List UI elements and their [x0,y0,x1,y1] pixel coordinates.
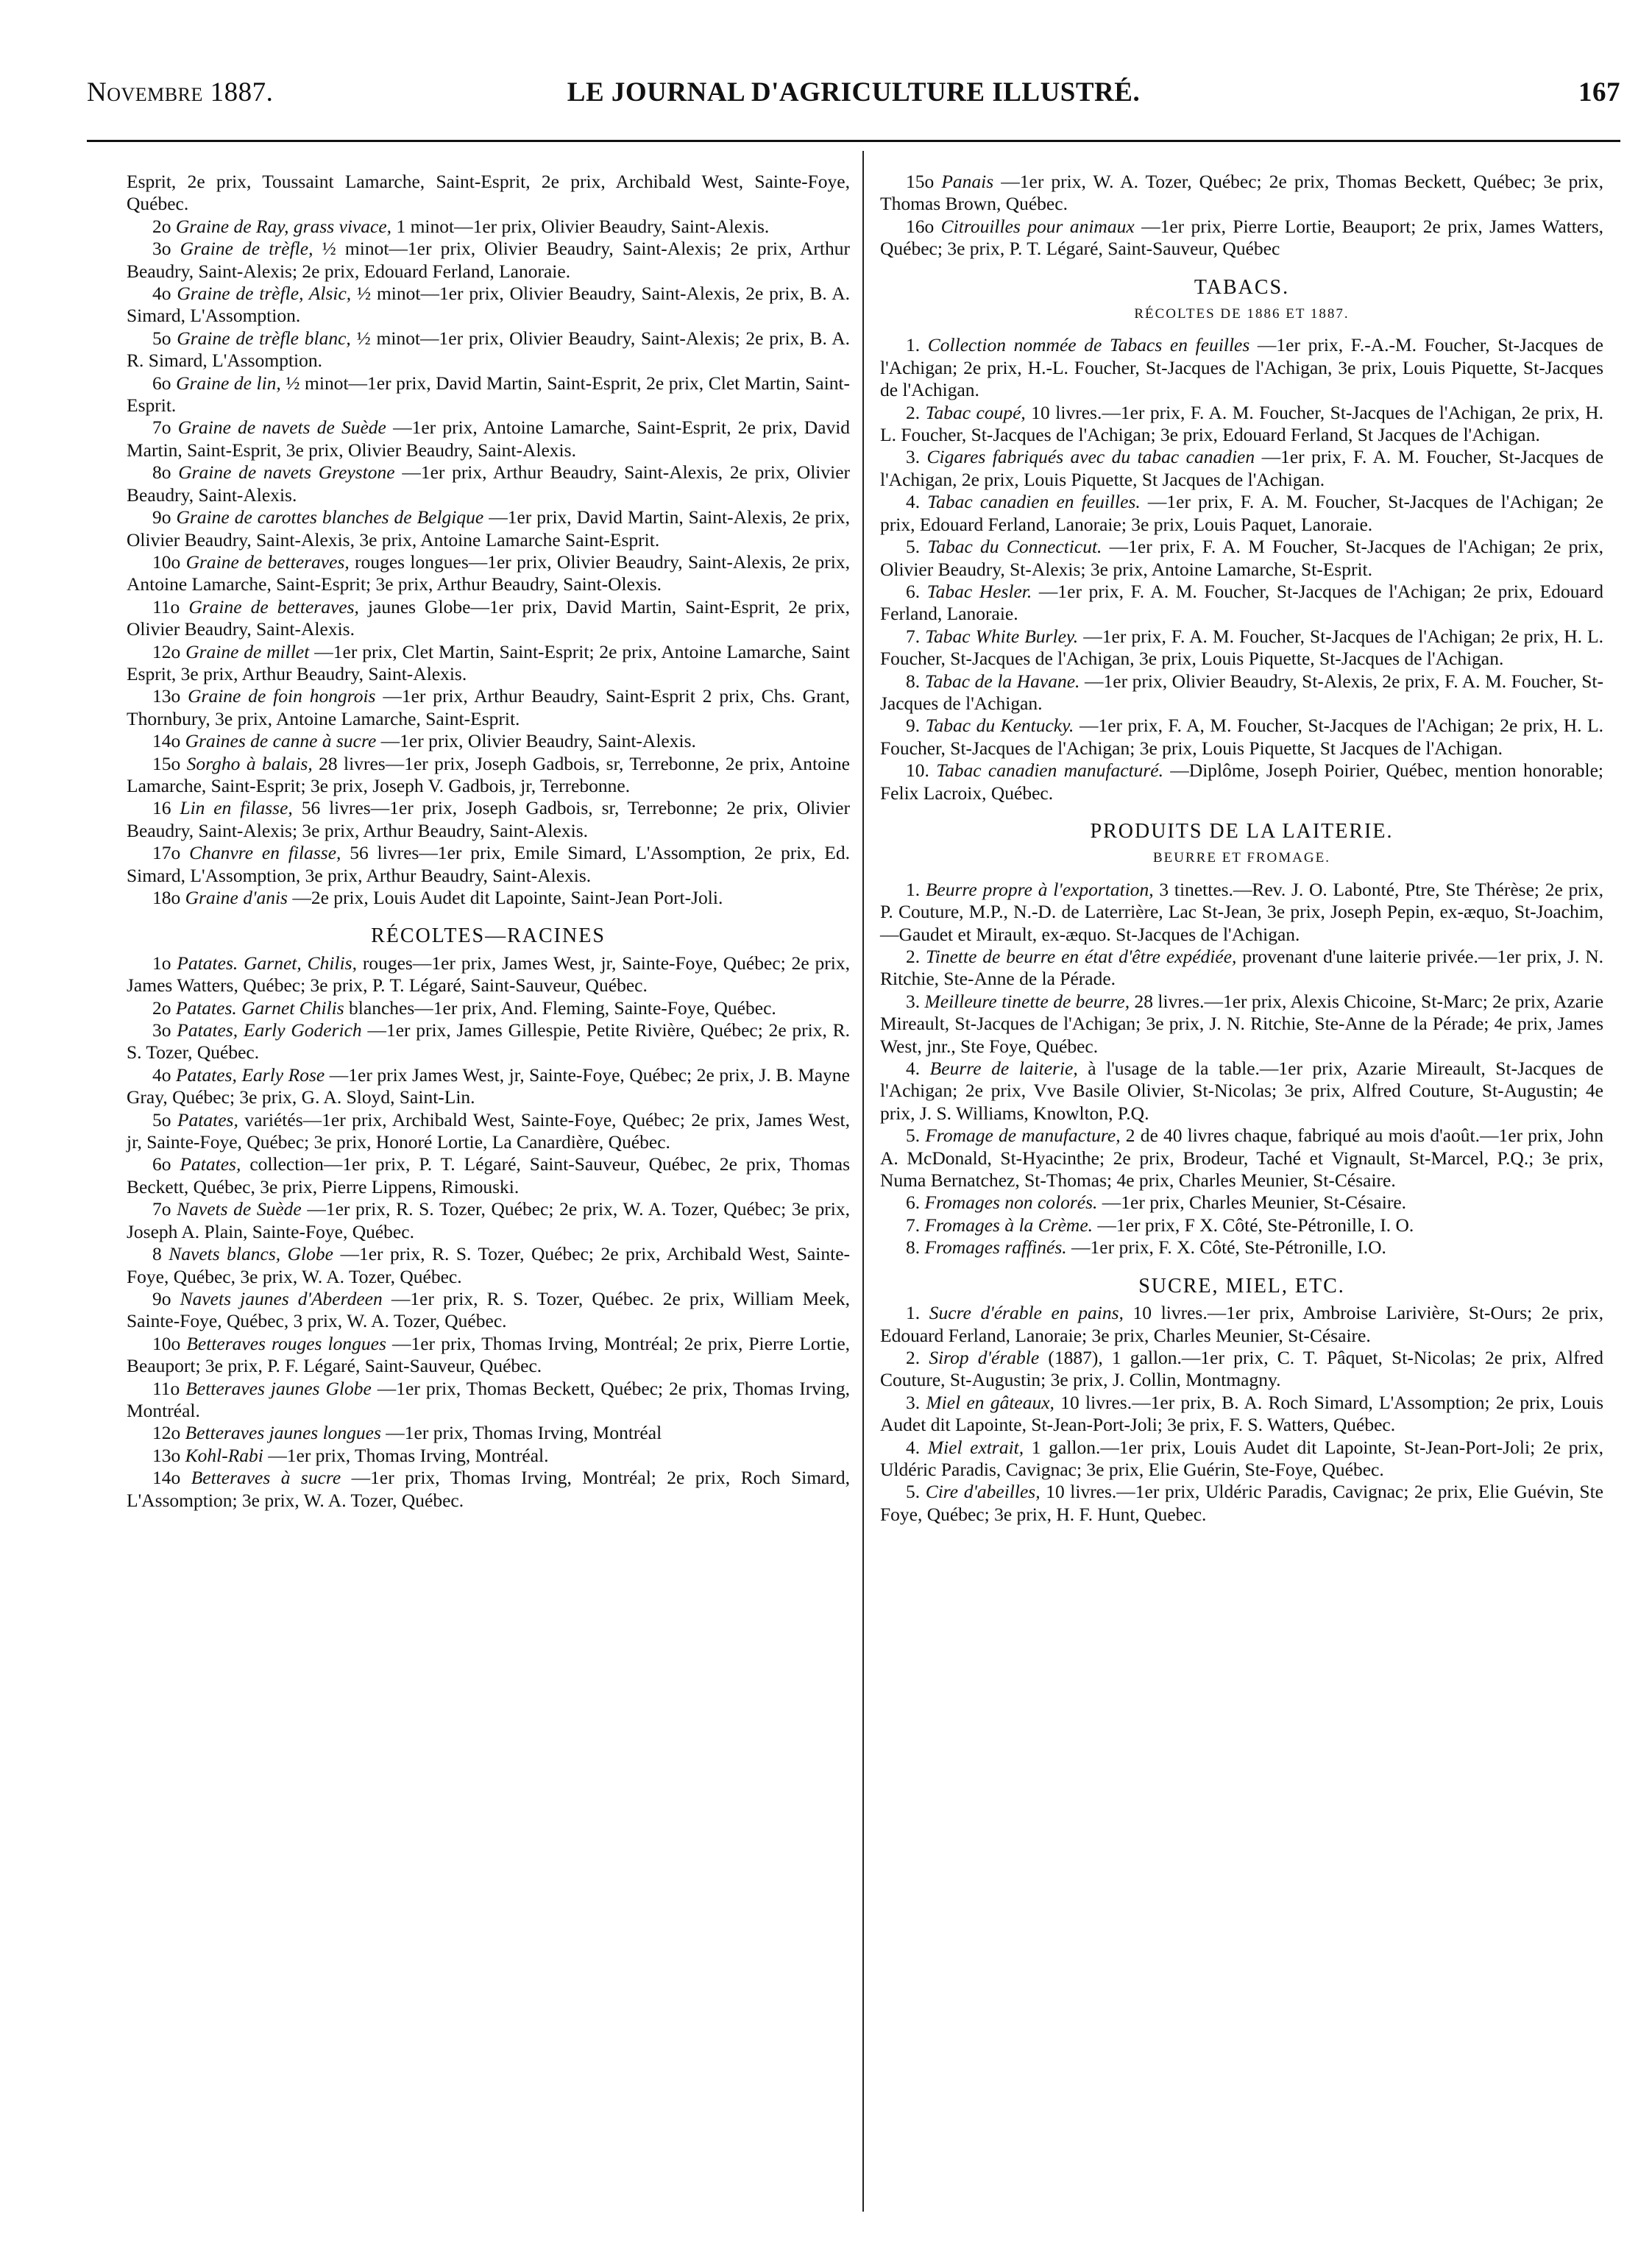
entry-text: —1er prix, James Gillespie, Petite Rivière, Québec; 2e prix, R. S. Tozer, Québec. [127,1019,851,1063]
section-heading: PRODUITS DE LA LAITERIE. [1090,819,1394,843]
entry-title: Meilleure tinette de beurre, [924,990,1130,1012]
entry-number: 11o [152,595,189,617]
prize-entry [127,1153,850,1198]
prize-entry [127,1019,850,1064]
entry-text: (1887), 1 gallon.—1er prix, C. T. Pâquet, St-Nicolas; 2e prix, Alfred Couture, St-Augustin; 3e prix, J. Collin, Montmagny. [880,1346,1604,1391]
prize-entry [127,685,850,730]
prize-entry [880,946,1603,991]
prize-entry [127,797,850,842]
entry-number: 3. [906,990,925,1012]
entry-text: 10 livres.—1er prix, Ambroise Larivière, St-Ours; 2e prix, Edouard Ferland, Lanoraie; 3e prix, Charles Meunier, St-Césaire. [880,1302,1604,1346]
entry-title: Graine de lin, [176,372,281,394]
prize-entry [127,1064,850,1109]
entry-title: Citrouilles pour animaux [940,215,1135,237]
prize-entry [880,536,1603,581]
entry-text: —1er prix, F.-A.-M. Foucher, St-Jacques de l'Achigan; 2e prix, H.-L. Foucher, St-Jacques de l'Achigan, 3e prix, Louis Piquette, St-Jacques de l'Achigan. [880,334,1604,401]
entry-number: 5. [906,536,928,558]
entry-text: —1er prix, Clet Martin, Saint-Esprit; 2e prix, Antoine Lamarche, Saint Esprit, 3e prix, Arthur Beaudry, Saint-Alexis. [127,640,851,684]
entry-title: Patates. Garnet Chilis [175,997,344,1019]
entry-text: —1er prix, F X. Côté, Ste-Pétronille, I. O. [1097,1214,1414,1236]
entry-number: 12o [152,1422,185,1444]
entry-title: Chanvre en filasse, [189,842,341,864]
entry-number: 1o [152,952,177,974]
entry-text: —1er prix, F. A, M. Foucher, St-Jacques de l'Achigan; 2e prix, H. L. Foucher, St-Jacques de l'Achigan; 3e prix, Louis Piquette, St Jacques de l'Achigan. [880,715,1604,759]
prize-entry [127,1243,850,1288]
entry-text: —1er prix, Antoine Lamarche, Saint-Esprit, 2e prix, David Martin, Saint-Esprit, 3e prix, Olivier Beaudry, Saint-Alexis. [127,417,851,461]
entry-title: Tabac du Connecticut. [927,536,1102,558]
entry-text: —1er prix, F. A. M. Foucher, St-Jacques de l'Achigan; 2e prix, H. L. Foucher, St-Jacques de l'Achigan, 3e prix, Louis Piquette, St-Jacques de l'Achigan. [880,625,1604,670]
entry-title: Graines de canne à sucre [185,730,377,752]
entry-number: 7o [152,417,178,439]
entry-number: 9o [152,1287,180,1309]
entry-title: Fromages non colorés. [924,1192,1098,1214]
prize-entry [880,1192,1603,1214]
prize-entry [127,506,850,551]
header-rule [87,140,1620,142]
entry-number: 2. [906,401,926,423]
entry-text: 1 minot—1er prix, Olivier Beaudry, Saint-Alexis. [396,215,770,237]
prize-entry [880,446,1603,491]
entry-title: Graine de foin hongrois [188,685,376,707]
prize-entry [880,991,1603,1058]
entry-number: 16 [152,797,180,819]
entry-number: 4. [906,1058,930,1080]
entry-text: —1er prix, Thomas Irving, Montréal; 2e prix, Pierre Lortie, Beauport; 3e prix, P. F. Légaré, Saint-Sauveur, Québec. [127,1332,851,1377]
entry-title: Tabac White Burley. [925,625,1079,647]
entry-title: Kohl-Rabi [185,1444,263,1466]
journal-title: LE JOURNAL D'AGRICULTURE ILLUSTRÉ. [567,77,1141,107]
entry-text: 3 tinettes.—Rev. J. O. Labonté, Ptre, Ste Thérèse; 2e prix, P. Couture, M.P., N.-D. de Laterrière, Lac St-Jean, 3e prix, Joseph Pepin, ex-æquo, St-Joachim, —Gaudet et Mirault, ex-æquo. St-Jacques de l'Achigan. [880,878,1603,945]
entry-title: Betteraves à sucre [191,1467,341,1489]
prize-entry [127,753,850,798]
entry-title: Miel extrait, [927,1436,1024,1458]
entry-title: Tinette de beurre en état d'être expédiée, [925,946,1237,967]
entry-number: 4. [906,491,928,513]
entry-text: 2 de 40 livres chaque, fabriqué au mois d'août.—1er prix, John A. McDonald, St-Hyacinthe; 2e prix, Brodeur, Taché et Vignault, St-Marcel, P.Q.; 3e prix, Numa Bernatchez, St-Thomas; 4e prix, Charles Meunier, St-Césaire. [880,1125,1604,1192]
entry-number: 5o [152,327,177,349]
entry-title: Tabac Hesler. [926,580,1032,602]
entry-number: 7. [906,1214,925,1236]
entry-text: blanches—1er prix, And. Fleming, Sainte-Foye, Québec. [349,997,776,1019]
prize-entry [880,1347,1603,1392]
entry-number: 10o [152,1332,187,1354]
entry-number: 3o [152,238,180,260]
entry-number: 17o [152,842,190,864]
prize-entry [880,715,1603,760]
entry-title: Graine de betteraves, [185,551,350,573]
section-heading: TABACS. [1194,275,1290,299]
entry-title: Tabac du Kentucky. [925,715,1074,737]
prize-entry [127,171,850,216]
prize-entry [127,1333,850,1378]
entry-text: jaunes Globe—1er prix, David Martin, Saint-Esprit, 2e prix, Olivier Beaudry, Saint-Alexis. [127,595,850,640]
entry-text: rouges—1er prix, James West, jr, Sainte-Foye, Québec; 2e prix, James Watters, Québec; 3e prix, P. T. Légaré, Saint-Sauveur, Québec. [127,952,851,997]
entry-number: 4. [906,1436,928,1458]
entry-title: Collection nommée de Tabacs en feuilles [927,334,1250,356]
entry-number: 6o [152,372,177,394]
entry-text: 10 livres.—1er prix, Uldéric Paradis, Cavignac; 2e prix, Elie Guévin, Ste Foye, Québec; 3e prix, H. F. Hunt, Quebec. [880,1481,1604,1525]
prize-entry [127,997,850,1019]
entry-text: —1er prix, F. A. M. Foucher, St-Jacques de l'Achigan, 2e prix, Louis Piquette, St Jacques de l'Achigan. [880,446,1604,490]
entry-text: 56 livres—1er prix, Emile Simard, L'Assomption, 2e prix, Ed. Simard, L'Assomption, 3e prix, Arthur Beaudry, Saint-Alexis. [127,842,851,886]
prize-entry [127,730,850,752]
left-column [127,171,850,1512]
entry-text: —1er prix, Thomas Irving, Montréal [386,1422,662,1444]
entry-text: —1er prix, W. A. Tozer, Québec; 2e prix, Thomas Beckett, Québec; 3e prix, Thomas Brown, Québec. [880,171,1604,215]
entry-number: 2. [906,946,926,967]
prize-entry [127,887,850,909]
entry-number: 13o [152,685,188,707]
entry-text: variétés—1er prix, Archibald West, Sainte-Foye, Québec; 2e prix, James West, jr, Sainte-Foye, Québec; 3e prix, Honoré Lortie, La Canardière, Québec. [127,1108,850,1153]
entry-number: 18o [152,887,185,908]
section-subheading: RÉCOLTES DE 1886 ET 1887. [1134,306,1350,322]
prize-entry [880,1392,1603,1437]
entry-text: ½ minot—1er prix, Olivier Beaudry, Saint-Alexis; 2e prix, B. A. R. Simard, L'Assomption. [127,327,851,372]
entry-title: Cire d'abeilles, [925,1481,1041,1503]
prize-entry [127,1378,850,1423]
entry-text: —1er prix, Olivier Beaudry, St-Alexis, 2e prix, F. A. M. Foucher, St-Jacques de l'Achigan. [880,670,1603,714]
prize-entry [880,1214,1603,1236]
entry-number: 14o [152,730,185,752]
entry-number: 8 [152,1243,169,1265]
entry-number: 5. [906,1125,926,1147]
entry-number: 1. [906,878,926,900]
entry-text: ½ minot—1er prix, Olivier Beaudry, Saint-Alexis, 2e prix, B. A. Simard, L'Assomption. [127,283,851,327]
prize-entry [880,879,1603,946]
entry-text: —1er prix, R. S. Tozer, Québec; 2e prix, Archibald West, Sainte-Foye, Québec, 3e prix, W. A. Tozer, Québec. [127,1243,851,1287]
entry-title: Sorgho à balais, [186,752,313,774]
prize-entry [880,334,1603,401]
prize-entry [127,1422,850,1444]
entry-number: 5o [152,1108,177,1130]
entry-title: Graine de trèfle, Alsic, [177,283,352,305]
entry-title: Graine de carottes blanches de Belgique [176,506,484,528]
entry-text: —1er prix, Arthur Beaudry, Saint-Esprit 2 prix, Chs. Grant, Thornbury, 3e prix, Antoine Lamarche, Saint-Esprit. [127,685,850,729]
column-divider [862,151,864,2212]
prize-entry [880,760,1603,804]
entry-text: provenant d'une laiterie privée.—1er prix, J. N. Ritchie, Ste-Anne de la Pérade. [880,946,1603,990]
section-heading: RÉCOLTES—RACINES [371,924,606,948]
entry-number: 15o [906,171,942,192]
entry-number: 1. [906,334,928,356]
entry-text: —1er prix, Pierre Lortie, Beauport; 2e prix, James Watters, Québec; 3e prix, P. T. Légaré, Saint-Sauveur, Québec [880,215,1603,260]
prize-entry [127,596,850,641]
entry-number: 2o [152,215,176,237]
entry-text: —1er prix, Charles Meunier, St-Césaire. [1102,1192,1407,1214]
prize-entry [127,328,850,372]
prize-entry [127,551,850,596]
prize-entry [127,283,850,328]
entry-number: 14o [152,1467,191,1489]
prize-entry [127,1445,850,1467]
prize-entry [880,581,1603,626]
section-subheading: BEURRE ET FROMAGE. [1153,850,1330,866]
entry-number: 16o [906,215,941,237]
entry-title: Beurre de laiterie, [929,1058,1078,1080]
entry-title: Betteraves jaunes Globe [185,1377,372,1399]
prize-entry [127,216,850,238]
entry-text: à l'usage de la table.—1er prix, Azarie Mireault, St-Jacques de l'Achigan; 2e prix, Vve Basile Olivier, St-Nicolas; 3e prix, Alfred Couture, St-Augustin; 4e prix, J. S. Williams, Knowlton, P.Q. [880,1058,1603,1124]
entry-title: Sucre d'érable en pains, [929,1302,1124,1324]
entry-number: 4o [152,1063,177,1086]
entry-title: Miel en gâteaux, [926,1391,1054,1413]
prize-entry [127,417,850,461]
entry-number: 2. [906,1346,929,1368]
prize-entry [880,1302,1603,1347]
entry-title: Fromages raffinés. [924,1236,1067,1259]
entry-title: Navets jaunes d'Aberdeen [180,1287,383,1309]
prize-entry [880,1437,1603,1482]
entry-title: Tabac de la Havane. [924,670,1080,692]
entry-text: 28 livres—1er prix, Joseph Gadbois, sr, Terrebonne, 2e prix, Antoine Lamarche, Saint-Esprit; 3e prix, Joseph V. Gadbois, jr, Terrebonne. [127,752,850,796]
entry-number: 10. [906,760,937,782]
entry-text: Esprit, 2e prix, Toussaint Lamarche, Saint-Esprit, 2e prix, Archibald West, Sainte-Foye, Québec. [127,171,850,215]
entry-title: Patates. Garnet, Chilis, [177,952,357,974]
entry-title: Graine de trèfle, [180,238,313,260]
entry-text: —1er prix, Thomas Irving, Montréal; 2e prix, Roch Simard, L'Assomption; 3e prix, W. A. Tozer, Québec. [127,1467,850,1511]
entry-number: 2o [152,997,176,1019]
entry-number: 8. [906,1236,925,1259]
prize-entry [127,952,850,997]
entry-number: 7o [152,1198,177,1220]
prize-entry [880,402,1603,447]
entry-title: Fromages à la Crème. [924,1214,1093,1236]
prize-entry [127,1467,850,1512]
entry-number: 5. [906,1481,926,1503]
entry-number: 3o [152,1019,177,1041]
entry-text: 10 livres.—1er prix, F. A. M. Foucher, St-Jacques de l'Achigan, 2e prix, H. L. Foucher, St-Jacques de l'Achigan; 3e prix, Edouard Ferland, St Jacques de l'Achigan. [880,401,1604,446]
entry-text: —1er prix, Arthur Beaudry, Saint-Alexis, 2e prix, Olivier Beaudry, Saint-Alexis. [127,461,851,506]
entry-title: Cigares fabriqués avec du tabac canadien [926,446,1255,468]
entry-number: 6. [906,1192,925,1214]
entry-text: 10 livres.—1er prix, B. A. Roch Simard, L'Assomption; 2e prix, Louis Audet dit Lapointe, St-Jean-Port-Joli; 3e prix, F. S. Watters, Québec. [880,1391,1604,1436]
entry-text: —1er prix, F. A. M. Foucher, St-Jacques de l'Achigan; 2e prix, Edouard Ferland, Lanoraie. [880,580,1604,625]
entry-title: Graine de navets Greystone [178,461,395,484]
entry-text: —1er prix, Olivier Beaudry, Saint-Alexis. [380,730,696,752]
prize-entry [880,1481,1603,1526]
prize-entry [127,641,850,686]
entry-title: Panais [941,171,994,192]
entry-number: 1. [906,1302,929,1324]
prize-entry [127,238,850,283]
entry-number: 12o [152,640,186,662]
entry-number: 7. [906,625,926,647]
entry-title: Graine de trèfle blanc, [177,327,351,349]
entry-title: Patates, [180,1153,241,1175]
entry-title: Betteraves rouges longues [186,1332,386,1354]
entry-text: —1er prix, F. X. Côté, Ste-Pétronille, I.O. [1071,1236,1386,1259]
entry-number: 10o [152,551,186,573]
entry-title: Patates, Early Rose [176,1063,325,1086]
entry-number: 9o [152,506,177,528]
prize-entry [127,372,850,417]
entry-text: —1er prix, F. A. M Foucher, St-Jacques de l'Achigan; 2e prix, Olivier Beaudry, St-Alexis; 3e prix, Antoine Lamarche, St-Esprit. [880,536,1604,580]
entry-title: Lin en filasse, [180,797,293,819]
entry-text: ½ minot—1er prix, David Martin, Saint-Esprit, 2e prix, Clet Martin, Saint-Esprit. [127,372,851,417]
entry-title: Graine de millet [185,640,310,662]
entry-text: —1er prix James West, jr, Sainte-Foye, Québec; 2e prix, J. B. Mayne Gray, Québec; 3e prix, G. A. Sloyd, Saint-Lin. [127,1063,850,1108]
prize-entry [880,1125,1603,1192]
entry-text: —1er prix, F. A. M. Foucher, St-Jacques de l'Achigan; 2e prix, Edouard Ferland, Lanoraie; 3e prix, Louis Paquet, Lanoraie. [880,491,1603,535]
running-header [87,77,1620,121]
entry-text: —1er prix, R. S. Tozer, Québec; 2e prix, W. A. Tozer, Québec; 3e prix, Joseph A. Plain, Sainte-Foye, Québec. [127,1198,851,1242]
header-date: Novembre 1887. [87,77,274,107]
entry-text: —1er prix, David Martin, Saint-Alexis, 2e prix, Olivier Beaudry, Saint-Alexis, 3e prix, Antoine Lamarche Saint-Esprit. [127,506,851,551]
entry-number: 6. [906,580,927,602]
prize-entry [127,1198,850,1243]
entry-title: Beurre propre à l'exportation, [925,878,1154,900]
entry-text: —1er prix, Thomas Beckett, Québec; 2e prix, Thomas Irving, Montréal. [127,1377,850,1421]
entry-title: Navets blancs, Globe [169,1243,333,1265]
entry-title: Tabac canadien en feuilles. [927,491,1141,513]
entry-number: 4o [152,283,177,305]
entry-title: Sirop d'érable [929,1346,1040,1368]
entry-number: 15o [152,752,187,774]
entry-number: 6o [152,1153,180,1175]
prize-entry [127,842,850,887]
entry-number: 3. [906,446,927,468]
right-column [880,171,1603,1526]
page-number: 167 [1578,77,1620,107]
entry-title: Patates, Early Goderich [177,1019,362,1041]
entry-title: Graine de navets de Suède [177,417,386,439]
entry-text: —1er prix, R. S. Tozer, Québec. 2e prix, William Meek, Sainte-Foye, Québec, 3 prix, W. A. Tozer, Québec. [127,1287,851,1332]
entry-title: Graine de betteraves, [188,595,359,617]
entry-text: —Diplôme, Joseph Poirier, Québec, mention honorable; Felix Lacroix, Québec. [880,760,1603,804]
entry-title: Betteraves jaunes longues [185,1422,381,1444]
entry-text: ½ minot—1er prix, Olivier Beaudry, Saint-Alexis; 2e prix, Arthur Beaudry, Saint-Alexis; 2e prix, Edouard Ferland, Lanoraie. [127,238,850,282]
prize-entry [880,1058,1603,1125]
entry-number: 13o [152,1444,185,1466]
entry-title: Navets de Suède [177,1198,302,1220]
entry-text: —2e prix, Louis Audet dit Lapointe, Saint-Jean Port-Joli. [292,887,723,908]
entry-number: 8o [152,461,179,484]
entry-title: Tabac coupé, [925,401,1026,423]
entry-title: Patates, [177,1108,238,1130]
entry-number: 9. [906,715,926,737]
entry-text: collection—1er prix, P. T. Légaré, Saint-Sauveur, Québec, 2e prix, Thomas Beckett, Québec, 3e prix, Pierre Lippens, Rimouski. [127,1153,851,1197]
prize-entry [127,1288,850,1333]
section-heading: SUCRE, MIEL, ETC. [1138,1274,1345,1298]
prize-entry [880,1236,1603,1259]
prize-entry [127,461,850,506]
entry-number: 8. [906,670,925,692]
prize-entry [880,491,1603,536]
entry-title: Graine d'anis [185,887,288,908]
prize-entry [880,670,1603,715]
prize-entry [880,171,1603,216]
entry-title: Fromage de manufacture, [925,1125,1121,1147]
entry-text: 56 livres—1er prix, Joseph Gadbois, sr, Terrebonne; 2e prix, Olivier Beaudry, Saint-Alexis; 3e prix, Arthur Beaudry, Saint-Alexis. [127,797,850,841]
prize-entry [880,626,1603,670]
entry-text: rouges longues—1er prix, Olivier Beaudry, Saint-Alexis, 2e prix, Antoine Lamarche, Saint-Esprit; 3e prix, Arthur Beaudry, Saint-Olexis. [127,551,850,595]
prize-entry [127,1109,850,1154]
entry-number: 11o [152,1377,186,1399]
entry-text: —1er prix, Thomas Irving, Montréal. [268,1444,549,1466]
entry-text: 28 livres.—1er prix, Alexis Chicoine, St-Marc; 2e prix, Azarie Mireault, St-Jacques de l'Achigan; 3e prix, J. N. Ritchie, Ste-Anne de la Pérade; 4e prix, James West, jnr., Ste Foye, Québec. [880,990,1604,1057]
entry-text: 1 gallon.—1er prix, Louis Audet dit Lapointe, St-Jean-Port-Joli; 2e prix, Uldéric Paradis, Cavignac; 3e prix, Elie Guérin, Ste-Foye, Québec. [880,1436,1604,1480]
entry-number: 3. [906,1391,926,1413]
entry-title: Graine de Ray, grass vivace, [175,215,392,237]
entry-title: Tabac canadien manufacturé. [936,760,1163,782]
prize-entry [880,216,1603,261]
